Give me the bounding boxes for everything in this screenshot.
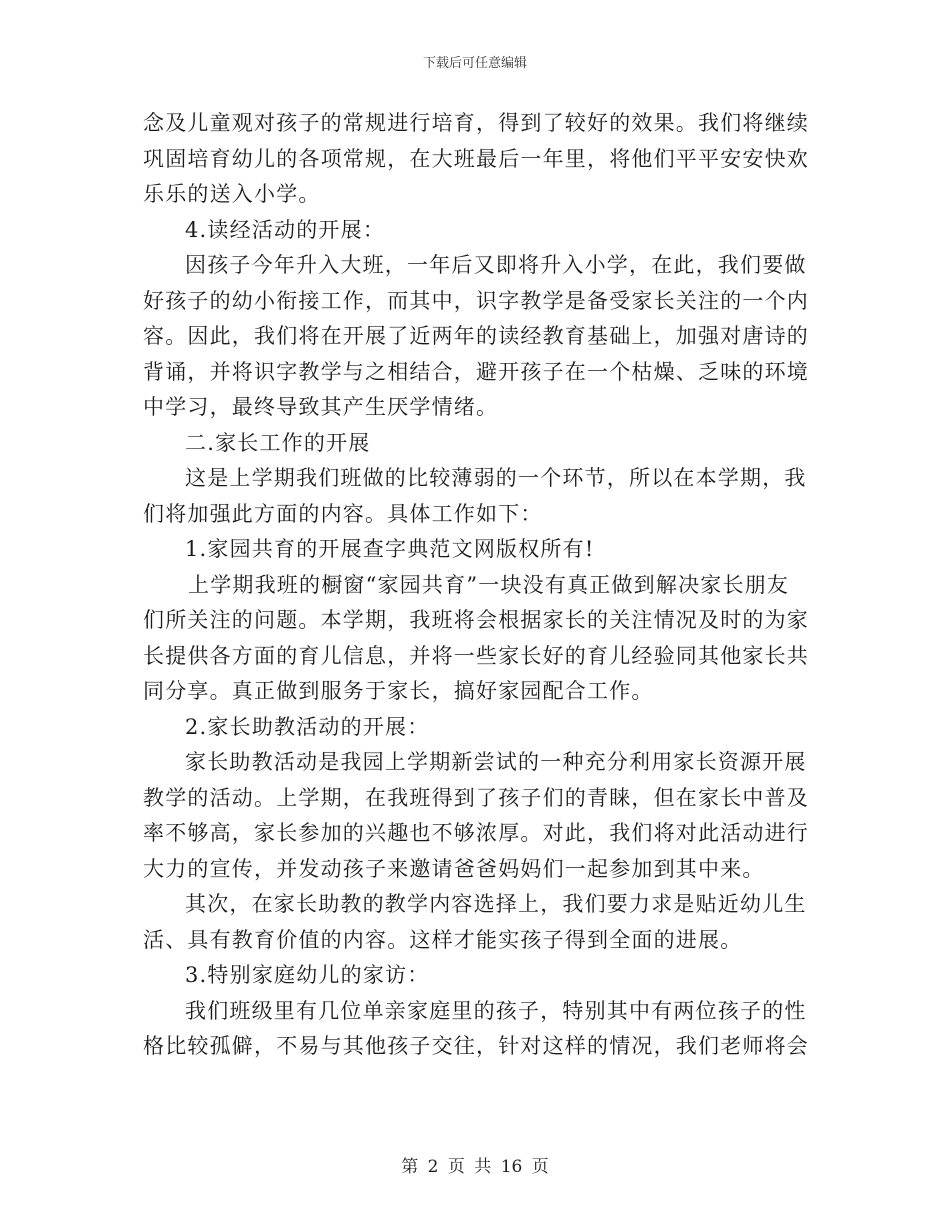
text-line: 上学期我班的橱窗“家园共育”一块没有真正做到解决家长朋友: [188, 572, 790, 597]
text-line: 我们班级里有几位单亲家庭里的孩子，特别其中有两位孩子的性: [185, 998, 807, 1023]
text-line: 们所关注的问题。本学期，我班将会根据家长的关注情况及时的为家: [143, 608, 809, 632]
text-line: 容。因此，我们将在开展了近两年的读经教育基础上，加强对唐诗的: [143, 324, 809, 348]
text-line: 中学习，最终导致其产生厌学情绪。: [143, 395, 499, 419]
text-line: 这是上学期我们班做的比较薄弱的一个环节，所以在本学期，我: [185, 466, 807, 490]
text-line: 好孩子的幼小衔接工作，而其中，识字教学是备受家长关注的一个内: [143, 288, 809, 313]
text-line: 们将加强此方面的内容。具体工作如下：: [143, 501, 543, 526]
text-line: 2.家长助教活动的开展：: [185, 714, 430, 739]
text-line: 1.家园共育的开展查字典范文网版权所有!: [185, 537, 595, 561]
text-line: 因孩子今年升入大班，一年后又即将升入小学，在此，我们要做: [185, 253, 807, 277]
text-line: 4.读经活动的开展：: [185, 217, 386, 242]
text-line: 念及儿童观对孩子的常规进行培育，得到了较好的效果。我们将继续: [143, 111, 809, 135]
text-line: 背诵，并将识字教学与之相结合，避开孩子在一个枯燥、乏味的环境: [143, 359, 809, 384]
text-line: 乐乐的送入小学。: [143, 182, 321, 206]
text-line: 3.特别家庭幼儿的家访：: [185, 963, 430, 987]
text-line: 大力的宣传，并发动孩子来邀请爸爸妈妈们一起参加到其中来。: [143, 856, 765, 881]
text-line: 巩固培育幼儿的各项常规，在大班最后一年里，将他们平平安安快欢: [143, 146, 809, 171]
text-line: 其次，在家长助教的教学内容选择上，我们要力求是贴近幼儿生: [185, 892, 807, 916]
text-line: 家长助教活动是我园上学期新尝试的一种充分利用家长资源开展: [185, 750, 807, 774]
text-line: 活、具有教育价值的内容。这样才能实孩子得到全面的进展。: [143, 927, 743, 952]
text-line: 率不够高，家长参加的兴趣也不够浓厚。对此，我们将对此活动进行: [143, 821, 809, 845]
text-line: 教学的活动。上学期，在我班得到了孩子们的青睐，但在家长中普及: [143, 785, 809, 810]
text-line: 同分享。真正做到服务于家长，搞好家园配合工作。: [143, 679, 654, 703]
text-line: 长提供各方面的育儿信息，并将一些家长好的育儿经验同其他家长共: [143, 643, 809, 668]
page-footer: 第 2 页 共 16 页: [401, 1157, 549, 1177]
document-body: [143, 106, 809, 1065]
page-header: 下载后可任意编辑: [422, 56, 527, 71]
text-line: 二.家长工作的开展: [185, 430, 371, 455]
text-line: 格比较孤僻，不易与其他孩子交往，针对这样的情况，我们老师将会: [143, 1034, 809, 1058]
